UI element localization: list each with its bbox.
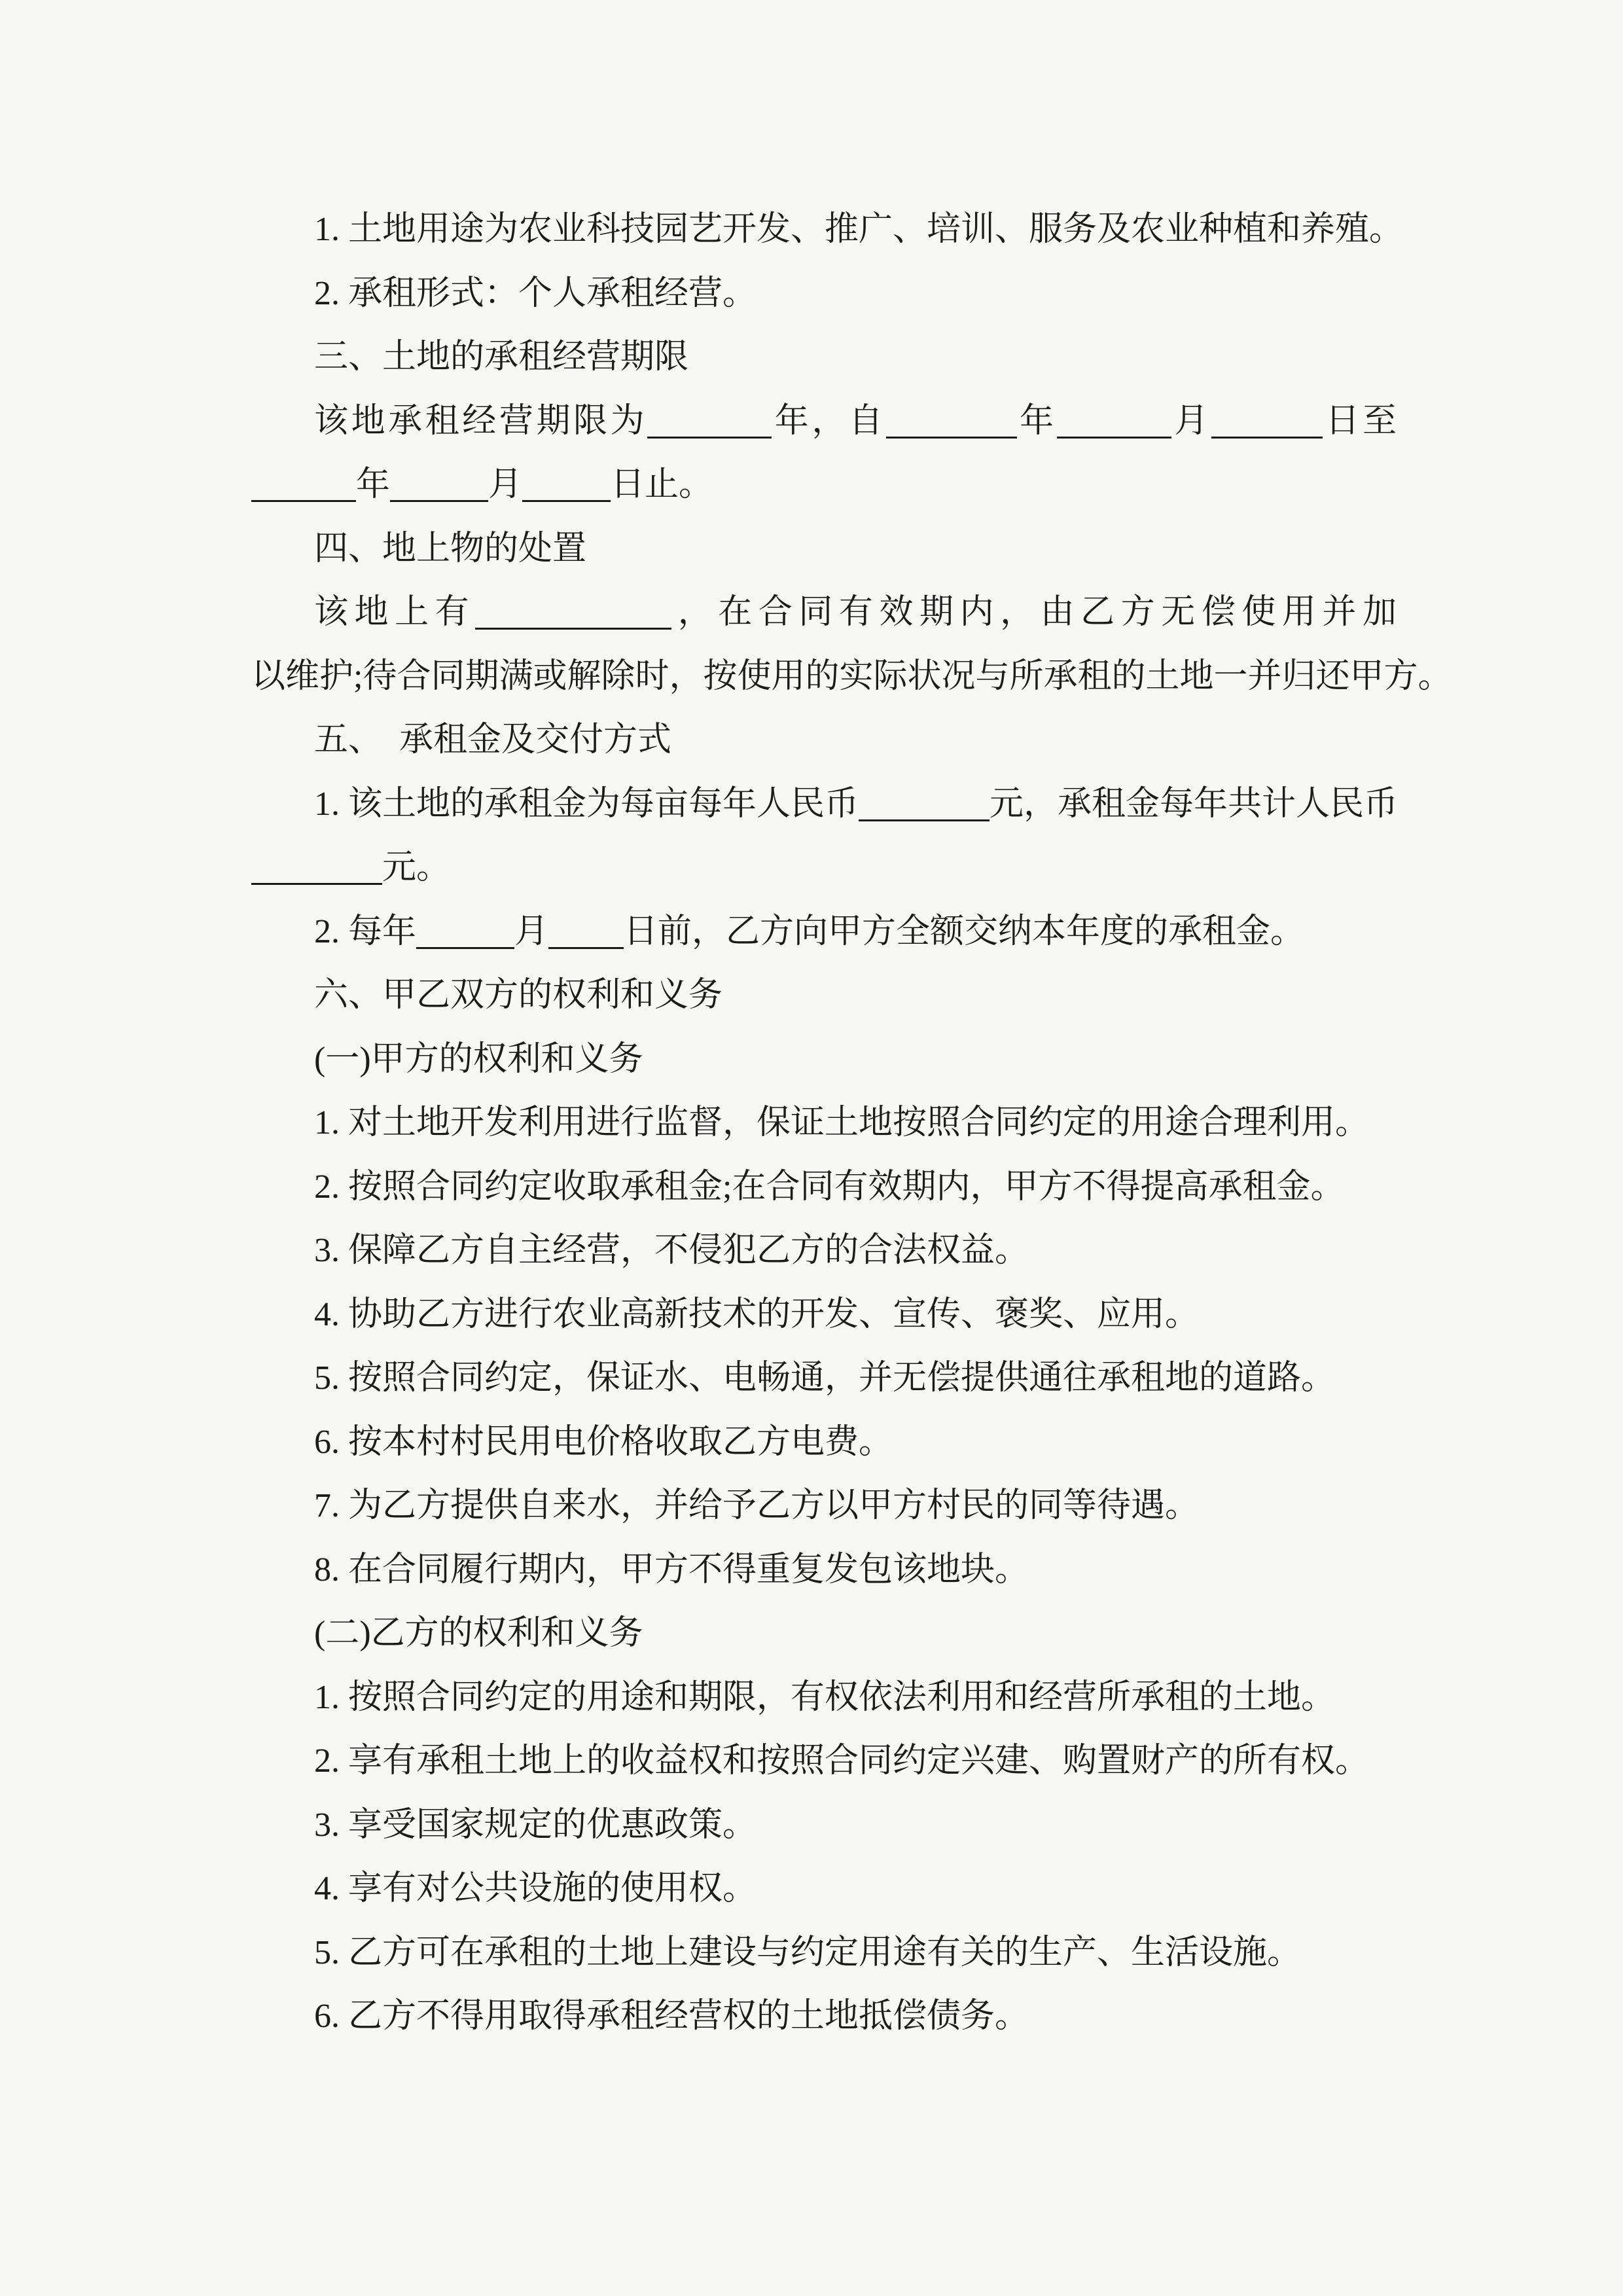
paragraph-line — [251, 1793, 1397, 1857]
text-run: 6. 按本村村民用电价格收取乙方电费。 — [314, 1423, 893, 1461]
text-run: 1. 土地用途为农业科技园艺开发、推广、培训、服务及农业种植和养殖。 — [314, 211, 1404, 248]
fill-in-blank — [522, 467, 611, 502]
fill-in-blank — [1057, 404, 1171, 439]
text-run: 3. 保障乙方自主经营，不侵犯乙方的合法权益。 — [314, 1232, 1029, 1269]
text-run: 1. 该土地的承租金为每亩每年人民币 — [314, 785, 859, 823]
paragraph-line — [251, 453, 1397, 517]
text-run: 4. 享有对公共设施的使用权。 — [314, 1870, 757, 1907]
text-run: 8. 在合同履行期内，甲方不得重复发包该地块。 — [314, 1551, 1029, 1588]
paragraph-line — [251, 1283, 1397, 1347]
text-run: 年 — [356, 466, 391, 503]
paragraph-line — [251, 1028, 1397, 1092]
text-run: 五、 承租金及交付方式 — [314, 721, 672, 759]
text-run: 元，承租金每年共计人民币 — [990, 785, 1399, 823]
paragraph-line — [251, 1921, 1397, 1985]
paragraph-line — [251, 581, 1397, 645]
paragraph-line — [251, 836, 1397, 900]
text-run: 2. 每年 — [314, 912, 417, 950]
text-run: 4. 协助乙方进行农业高新技术的开发、宣传、褒奖、应用。 — [314, 1295, 1200, 1333]
fill-in-blank — [251, 467, 356, 502]
text-run: 2. 按照合同约定收取承租金;在合同有效期内，甲方不得提高承租金。 — [314, 1168, 1345, 1206]
text-run: 月 — [1171, 402, 1211, 440]
text-run: 日止。 — [611, 466, 713, 503]
paragraph-line — [251, 1857, 1397, 1921]
fill-in-blank — [1211, 404, 1323, 439]
text-run: 月 — [488, 466, 523, 503]
fill-in-blank — [859, 787, 990, 821]
paragraph-line — [251, 1602, 1397, 1666]
paragraph-line — [251, 1474, 1397, 1538]
text-run: (一)甲方的权利和义务 — [314, 1040, 643, 1078]
paragraph-line — [251, 389, 1397, 454]
text-run: 月 — [514, 912, 549, 950]
text-run: 5. 按照合同约定，保证水、电畅通，并无偿提供通往承租地的道路。 — [314, 1359, 1336, 1397]
text-run: 2. 承租形式：个人承租经营。 — [314, 274, 757, 312]
paragraph-line — [251, 1091, 1397, 1155]
fill-in-blank — [416, 914, 514, 949]
paragraph-line — [251, 1155, 1397, 1219]
text-run: 以维护;待合同期满或解除时，按使用的实际状况与所承租的土地一并归还甲方。 — [251, 657, 1452, 695]
paragraph-line — [251, 1538, 1397, 1602]
text-run: 5. 乙方可在承租的土地上建设与约定用途有关的生产、生活设施。 — [314, 1933, 1302, 1971]
text-run: 2. 享有承租土地上的收益权和按照合同约定兴建、购置财产的所有权。 — [314, 1742, 1370, 1780]
fill-in-blank — [886, 404, 1017, 439]
text-run: 年，自 — [772, 402, 886, 440]
paragraph-line — [251, 1346, 1397, 1410]
text-run: 六、甲乙双方的权利和义务 — [314, 977, 723, 1014]
paragraph-line — [251, 772, 1397, 836]
text-run: 3. 享受国家规定的优惠政策。 — [314, 1806, 757, 1844]
text-run: 三、土地的承租经营期限 — [314, 338, 689, 376]
text-run: 1. 按照合同约定的用途和期限，有权依法利用和经营所承租的土地。 — [314, 1678, 1336, 1716]
paragraph-line — [251, 1984, 1397, 2049]
paragraph-line — [251, 517, 1397, 581]
text-run: 日前，乙方向甲方全额交纳本年度的承租金。 — [624, 912, 1305, 950]
text-run: 6. 乙方不得用取得承租经营权的土地抵偿债务。 — [314, 1998, 1029, 2035]
fill-in-blank — [390, 467, 488, 502]
paragraph-line — [251, 1219, 1397, 1283]
fill-in-blank — [647, 404, 772, 439]
paragraph-line — [251, 645, 1452, 709]
text-run: 日至 — [1322, 402, 1397, 440]
paragraph-line — [251, 262, 1397, 326]
paragraph-line — [251, 1410, 1397, 1475]
text-run: ，在合同有效期内，由乙方无偿使用并加 — [671, 594, 1397, 631]
paragraph-line — [251, 963, 1397, 1028]
text-run: 1. 对土地开发利用进行监督，保证土地按照合同约定的用途合理利用。 — [314, 1104, 1370, 1141]
text-run: (二)乙方的权利和义务 — [314, 1615, 643, 1652]
paragraph-line — [251, 198, 1404, 262]
paragraph-line — [251, 1729, 1397, 1793]
fill-in-blank — [548, 914, 624, 949]
fill-in-blank — [475, 595, 671, 630]
paragraph-line — [251, 900, 1397, 964]
fill-in-blank — [251, 850, 382, 885]
text-run: 该地承租经营期限为 — [314, 402, 648, 440]
paragraph-line — [251, 325, 1397, 389]
paragraph-line — [251, 1666, 1397, 1730]
text-run: 年 — [1016, 402, 1057, 440]
paragraph-line — [251, 708, 1397, 772]
contract-body — [251, 198, 1452, 2049]
text-run: 四、地上物的处置 — [314, 529, 587, 567]
text-run: 7. 为乙方提供自来水，并给予乙方以甲方村民的同等待遇。 — [314, 1487, 1200, 1524]
text-run: 该地上有 — [314, 594, 476, 631]
text-run: 元。 — [382, 849, 451, 886]
